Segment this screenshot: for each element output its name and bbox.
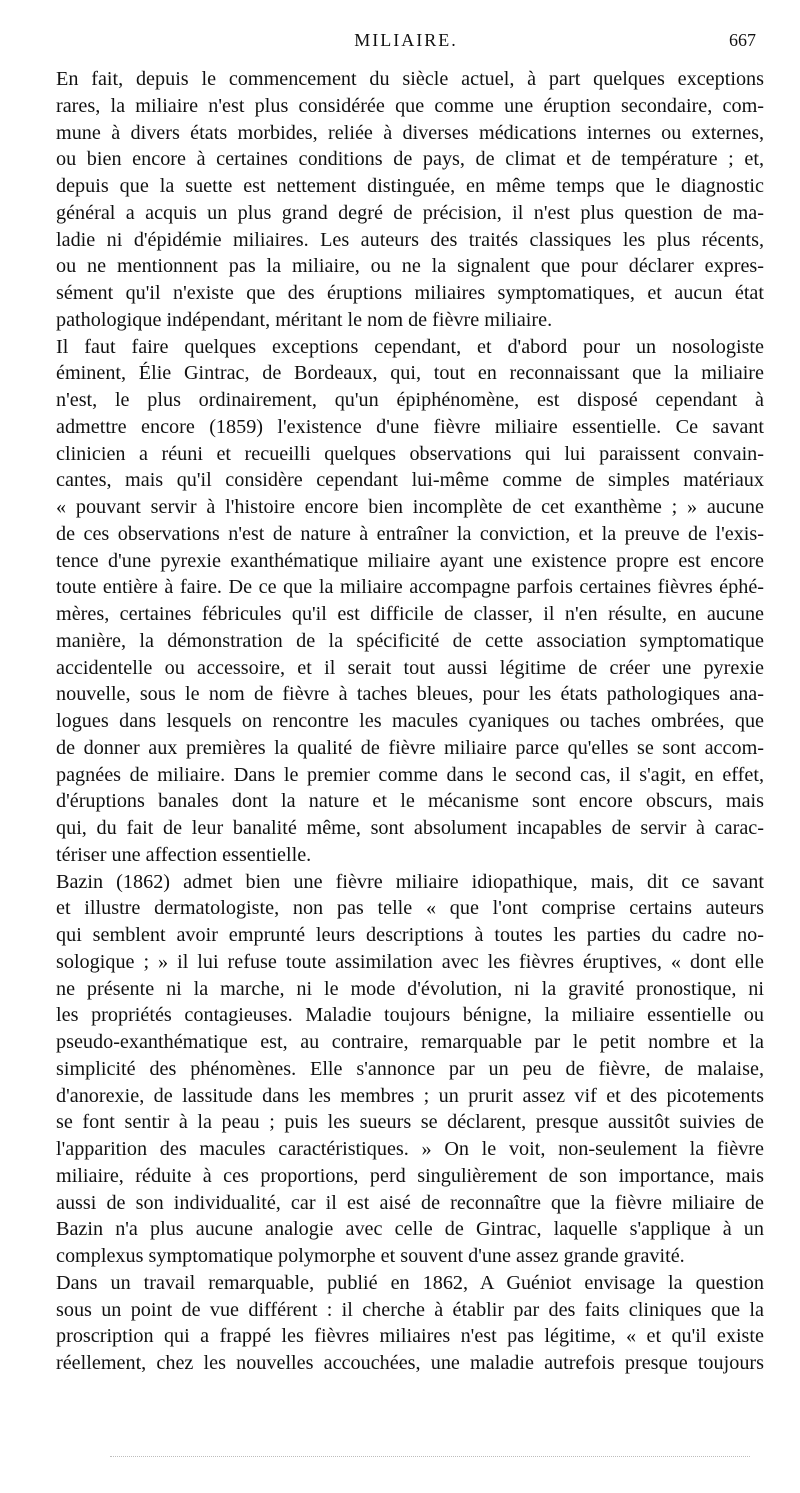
text-line: tériser une affection essentielle. [56,843,312,866]
text-line: sous un point de vue différent : il cherche à établir par des faits cliniques que la [56,1298,764,1321]
body-text [56,66,764,1377]
text-line: de ces observations n'est de nature à entraîner la conviction, et la preuve de l'exis- [56,522,764,545]
text-line: manière, la démonstration de la spécificité de cette association symptomatique [56,629,764,652]
text-line: les propriétés contagieuses. Maladie toujours bénigne, la miliaire essentielle ou [56,1004,764,1027]
text-line: « pouvant servir à l'histoire encore bien incomplète de cet exanthème ; » aucune [56,496,764,518]
text-line: complexus symptomatique polymorphe et souvent d'une assez grande gravité. [56,1245,685,1267]
running-head [56,30,756,58]
text-line: pathologique indépendant, méritant le nom de fièvre miliaire. [56,308,553,331]
text-line: tence d'une pyrexie exanthématique miliaire ayant une existence propre est encore [56,549,764,572]
text-line: accidentelle ou accessoire, et il serait tout aussi légitime de créer une pyrexie [56,656,764,679]
running-title: MILIAIRE. [354,30,458,50]
page-number: 667 [729,30,756,50]
text-line: logues dans lesquels on rencontre les macules cyaniques ou taches ombrées, que [56,710,764,732]
text-line: sément qu'il n'existe que des éruptions miliaires symptomatiques, et aucun état [56,282,764,304]
text-line: clinicien a réuni et recueilli quelques observations qui lui paraissent convain- [56,442,764,465]
text-line: Dans un travail remarquable, publié en 1862, A Guéniot envisage la question [56,1271,764,1294]
text-line: d'éruptions banales dont la nature et le mécanisme sont encore obscurs, mais [56,790,764,813]
text-line: ladie ni d'épidémie miliaires. Les auteurs des traités classiques les plus récents, [56,228,764,251]
text-line: ne présente ni la marche, ni le mode d'évolution, ni la gravité pronostique, ni [56,977,764,1000]
text-line: En fait, depuis le commencement du siècle actuel, à part quelques exceptions [56,68,764,90]
text-line: Bazin (1862) admet bien une fièvre miliaire idiopathique, mais, dit ce savant [56,870,764,893]
text-line: de donner aux premières la qualité de fièvre miliaire parce qu'elles se sont accom- [56,736,764,759]
text-line: depuis que la suette est nettement distinguée, en même temps que le diagnostic [56,175,764,197]
text-line: nouvelle, sous le nom de fièvre à taches bleues, pour les états pathologiques ana- [56,683,764,706]
text-line: rares, la miliaire n'est plus considérée que comme une éruption secondaire, com- [56,94,764,117]
text-line: qui semblent avoir emprunté leurs descriptions à toutes les parties du cadre no- [56,924,764,946]
text-line: simplicité des phénomènes. Elle s'annonce par un peu de fièvre, de malaise, [56,1057,764,1080]
text-line: ou bien encore à certaines conditions de pays, de climat et de température ; et, [56,148,764,171]
text-line: éminent, Élie Gintrac, de Bordeaux, qui, tout en reconnaissant que la miliaire [56,362,764,385]
text-line: proscription qui a frappé les fièvres miliaires n'est pas légitime, « et qu'il existe [56,1325,764,1348]
text-line: l'apparition des macules caractéristiques. » On le voit, non-seulement la fièvre [56,1138,764,1160]
text-line: ou ne mentionnent pas la miliaire, ou ne la signalent que pour déclarer expres- [56,255,764,278]
text-line: qui, du fait de leur banalité même, sont absolument incapables de servir à carac- [56,817,764,839]
text-line: n'est, le plus ordinairement, qu'un épiphénomène, est disposé cependant à [56,389,764,411]
text-line: Bazin n'a plus aucune analogie avec celle de Gintrac, laquelle s'applique à un [56,1218,764,1241]
text-line: sologique ; » il lui refuse toute assimilation avec les fièvres éruptives, « dont elle [56,950,764,973]
text-line: cantes, mais qu'il considère cependant lui-même comme de simples matériaux [56,469,764,492]
text-line: mune à divers états morbides, reliée à diverses médications internes ou externes, [56,121,764,144]
text-line: et illustre dermatologiste, non pas telle « que l'ont comprise certains auteurs [56,897,764,920]
text-line: pagnées de miliaire. Dans le premier comme dans le second cas, il s'agit, en effet, [56,763,764,786]
text-line: toute entière à faire. De ce que la miliaire accompagne parfois certaines fièvres éphé- [56,576,764,599]
text-line: réellement, chez les nouvelles accouchées, une maladie autrefois presque toujours [56,1352,764,1374]
text-line: admettre encore (1859) l'existence d'une fièvre miliaire essentielle. Ce savant [56,415,764,438]
text-line: Il faut faire quelques exceptions cependant, et d'abord pour un nosologiste [56,335,764,358]
text-line: mères, certaines fébricules qu'il est difficile de classer, il n'en résulte, en aucune [56,603,764,625]
text-line: se font sentir à la peau ; puis les sueurs se déclarent, presque aussitôt suivies de [56,1111,764,1134]
text-line: miliaire, réduite à ces proportions, perd singulièrement de son importance, mais [56,1164,764,1187]
text-line: général a acquis un plus grand degré de précision, il n'est plus question de ma- [56,201,764,224]
bottom-print-artifact [110,1456,750,1460]
text-line: pseudo-exanthématique est, au contraire, remarquable par le petit nombre et la [56,1031,764,1053]
text-line: d'anorexie, de lassitude dans les membres ; un prurit assez vif et des picotements [56,1084,764,1107]
text-line: aussi de son individualité, car il est aisé de reconnaître que la fièvre miliaire de [56,1191,764,1214]
